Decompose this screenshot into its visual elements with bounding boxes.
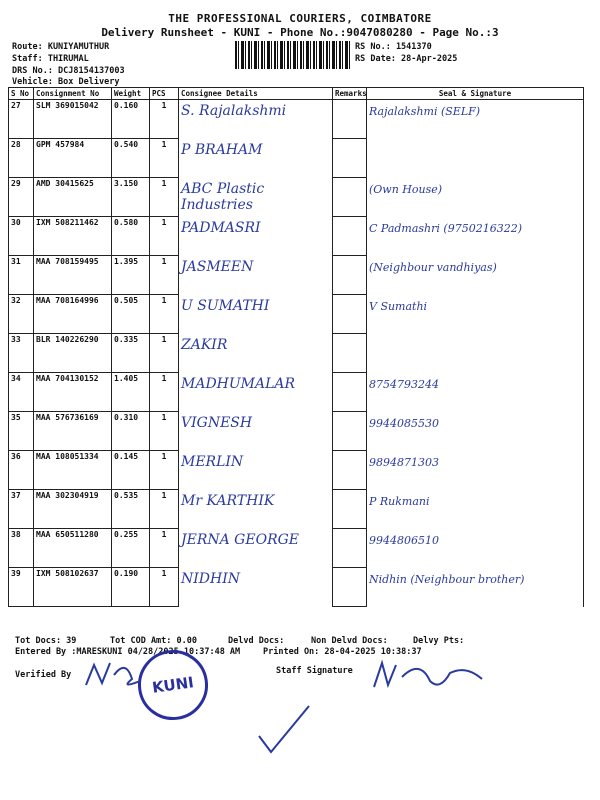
- signature-handwriting: Rajalakshmi (SELF): [369, 105, 481, 118]
- consignee-handwriting: PADMASRI: [181, 219, 261, 236]
- signature-handwriting: C Padmashri (9750216322): [369, 221, 522, 235]
- cell-remarks: [333, 100, 367, 139]
- staff-signature-label: Staff Signature: [276, 666, 353, 676]
- cell-signature: [367, 295, 584, 334]
- cell-consignment-no: [34, 139, 112, 178]
- cell-weight: [112, 295, 150, 334]
- cell-signature: [367, 529, 584, 568]
- cell-pcs: [150, 295, 179, 334]
- cell-pcs: [150, 373, 179, 412]
- cell-signature: [367, 412, 584, 451]
- cell-consignee: [179, 373, 333, 412]
- cell-remarks: [333, 373, 367, 412]
- cell-consignment-no: [34, 529, 112, 568]
- cell-remarks: [333, 178, 367, 217]
- verified-signature-mark: [80, 655, 150, 700]
- cell-consignment-no-text: IXM 508102637: [36, 569, 99, 578]
- cell-pcs-text: 1: [161, 257, 167, 266]
- cell-consignee: [179, 490, 333, 529]
- cell-sno-text: 37: [11, 491, 21, 500]
- consignee-handwriting: MADHUMALAR: [181, 375, 296, 392]
- cell-pcs: [150, 568, 179, 607]
- cell-pcs-text: 1: [161, 413, 167, 422]
- cell-pcs-text: 1: [161, 101, 167, 110]
- cell-pcs: [150, 451, 179, 490]
- cell-remarks: [333, 490, 367, 529]
- table-row: [9, 295, 584, 334]
- signature-handwriting: 8754793244: [369, 377, 439, 391]
- cell-sno-text: 39: [11, 569, 21, 578]
- cell-pcs-text: 1: [161, 140, 167, 149]
- consignee-handwriting: JERNA GEORGE: [181, 531, 300, 548]
- cell-consignee: [179, 100, 333, 139]
- cell-consignment-no: [34, 295, 112, 334]
- cell-sno: [9, 178, 34, 217]
- consignee-handwriting: Mr KARTHIK: [181, 492, 275, 509]
- table-row: [9, 373, 584, 412]
- cell-sno-text: 34: [11, 374, 21, 383]
- cell-consignee: [179, 178, 333, 217]
- cell-sno-text: 38: [11, 530, 21, 539]
- cell-signature: [367, 334, 584, 373]
- cell-pcs-text: 1: [161, 218, 167, 227]
- cell-sno-text: 32: [11, 296, 21, 305]
- cell-weight-text: 0.255: [114, 530, 139, 539]
- cell-sno: [9, 451, 34, 490]
- cell-pcs: [150, 256, 179, 295]
- cell-weight-text: 3.150: [114, 179, 139, 188]
- cell-pcs: [150, 412, 179, 451]
- cell-consignment-no: [34, 100, 112, 139]
- cell-weight-text: 0.160: [114, 101, 139, 110]
- rs-number: RS No.: 1541370: [355, 42, 432, 52]
- cell-weight: [112, 100, 150, 139]
- cell-consignment-no-text: MAA 650511280: [36, 530, 99, 539]
- signature-handwriting: 9894871303: [369, 455, 439, 469]
- cell-sno: [9, 256, 34, 295]
- cell-signature: [367, 490, 584, 529]
- cell-signature: [367, 568, 584, 607]
- cell-remarks: [333, 529, 367, 568]
- cell-sno: [9, 373, 34, 412]
- cell-weight-text: 0.190: [114, 569, 139, 578]
- cell-weight-text: 0.145: [114, 452, 139, 461]
- cell-weight-text: 0.535: [114, 491, 139, 500]
- cell-weight: [112, 529, 150, 568]
- table-row: [9, 139, 584, 178]
- cell-pcs: [150, 100, 179, 139]
- cell-remarks: [333, 217, 367, 256]
- cell-sno: [9, 568, 34, 607]
- cell-remarks: [333, 334, 367, 373]
- consignee-handwriting: ZAKIR: [181, 336, 228, 353]
- cell-sno: [9, 334, 34, 373]
- cell-consignment-no-text: BLR 140226290: [36, 335, 99, 344]
- staff-label: Staff: THIRUMAL: [12, 54, 89, 64]
- entered-by: Entered By :MARESKUNI 04/28/2025 10:37:48 AM: [15, 647, 241, 657]
- table-header-row: [9, 88, 584, 100]
- cell-weight-text: 0.335: [114, 335, 139, 344]
- kuni-stamp: KUNI: [133, 645, 212, 724]
- cell-consignee: [179, 451, 333, 490]
- cell-sno: [9, 529, 34, 568]
- cell-consignment-no-text: MAA 708159495: [36, 257, 99, 266]
- col-remarks: Remarks: [333, 88, 367, 100]
- cell-sno: [9, 412, 34, 451]
- table-row: [9, 100, 584, 139]
- cell-weight-text: 0.540: [114, 140, 139, 149]
- cell-sno: [9, 100, 34, 139]
- cell-weight: [112, 451, 150, 490]
- col-weight: Weight: [112, 88, 150, 100]
- runsheet-subtitle: Delivery Runsheet - KUNI - Phone No.:9047080280 - Page No.:3: [101, 26, 499, 39]
- cell-sno: [9, 139, 34, 178]
- cell-consignment-no: [34, 412, 112, 451]
- cell-weight: [112, 373, 150, 412]
- consignee-handwriting: VIGNESH: [181, 414, 253, 431]
- table-row: [9, 529, 584, 568]
- check-mark: [255, 700, 315, 760]
- cell-consignment-no: [34, 256, 112, 295]
- col-seal-signature: Seal & Signature: [367, 88, 584, 100]
- non-delivered-docs: Non Delvd Docs:: [311, 636, 388, 646]
- cell-consignment-no-text: IXM 508211462: [36, 218, 99, 227]
- delivery-points: Delvy Pts:: [413, 636, 465, 646]
- table-row: [9, 334, 584, 373]
- signature-handwriting: 9944085530: [369, 416, 439, 430]
- consignee-handwriting: NIDHIN: [181, 570, 240, 587]
- cell-sno: [9, 217, 34, 256]
- consignee-handwriting: U SUMATHI: [181, 297, 270, 314]
- cell-pcs: [150, 334, 179, 373]
- cell-consignment-no: [34, 217, 112, 256]
- consignee-handwriting: ABC Plastic Industries: [181, 180, 265, 213]
- signature-handwriting: V Sumathi: [369, 299, 428, 313]
- barcode-image: [235, 41, 351, 69]
- cell-sno-text: 28: [11, 140, 21, 149]
- cell-consignee: [179, 295, 333, 334]
- runsheet-table: [8, 87, 584, 607]
- cell-pcs-text: 1: [161, 569, 167, 578]
- cell-weight-text: 0.505: [114, 296, 139, 305]
- cell-consignment-no-text: MAA 302304919: [36, 491, 99, 500]
- cell-consignee: [179, 334, 333, 373]
- cell-sno: [9, 490, 34, 529]
- cell-signature: [367, 217, 584, 256]
- cell-consignment-no-text: MAA 708164996: [36, 296, 99, 305]
- cell-pcs-text: 1: [161, 296, 167, 305]
- cell-pcs: [150, 529, 179, 568]
- cell-weight: [112, 256, 150, 295]
- cell-consignment-no: [34, 568, 112, 607]
- table-row: [9, 256, 584, 295]
- cell-remarks: [333, 295, 367, 334]
- cell-pcs-text: 1: [161, 179, 167, 188]
- cell-weight: [112, 412, 150, 451]
- cell-signature: [367, 100, 584, 139]
- cell-consignee: [179, 139, 333, 178]
- rs-date: RS Date: 28-Apr-2025: [355, 54, 458, 64]
- cell-pcs-text: 1: [161, 491, 167, 500]
- table-row: [9, 490, 584, 529]
- cell-signature: [367, 256, 584, 295]
- printed-on: Printed On: 28-04-2025 10:38:37: [263, 647, 422, 657]
- cell-weight: [112, 490, 150, 529]
- cell-consignment-no: [34, 373, 112, 412]
- staff-signature-mark: [370, 655, 500, 700]
- total-docs: Tot Docs: 39: [15, 636, 77, 646]
- cell-weight: [112, 139, 150, 178]
- table-row: [9, 568, 584, 607]
- consignee-handwriting: JASMEEN: [181, 258, 254, 275]
- cell-weight-text: 1.405: [114, 374, 139, 383]
- cell-weight-text: 1.395: [114, 257, 139, 266]
- cell-consignee: [179, 256, 333, 295]
- table-row: [9, 178, 584, 217]
- cell-pcs: [150, 490, 179, 529]
- cell-weight: [112, 334, 150, 373]
- cell-consignment-no: [34, 490, 112, 529]
- cell-pcs: [150, 178, 179, 217]
- page-title: THE PROFESSIONAL COURIERS, COIMBATORE: [168, 12, 432, 25]
- cell-sno: [9, 295, 34, 334]
- table-row: [9, 451, 584, 490]
- cell-remarks: [333, 568, 367, 607]
- col-sno: S No: [9, 88, 34, 100]
- verified-by-label: Verified By: [15, 670, 72, 680]
- cell-remarks: [333, 139, 367, 178]
- cell-consignee: [179, 529, 333, 568]
- cell-signature: [367, 139, 584, 178]
- col-pcs: PCS: [150, 88, 179, 100]
- vehicle-label: Vehicle: Box Delivery: [12, 77, 120, 87]
- cell-weight: [112, 178, 150, 217]
- consignee-handwriting: MERLIN: [181, 453, 244, 470]
- signature-handwriting: (Own House): [369, 182, 443, 196]
- cell-consignee: [179, 217, 333, 256]
- cell-remarks: [333, 412, 367, 451]
- cell-consignment-no: [34, 451, 112, 490]
- cell-sno-text: 36: [11, 452, 21, 461]
- table-row: [9, 412, 584, 451]
- cell-pcs-text: 1: [161, 452, 167, 461]
- cell-weight: [112, 568, 150, 607]
- cell-pcs-text: 1: [161, 530, 167, 539]
- cell-consignment-no-text: MAA 108051334: [36, 452, 99, 461]
- cell-weight-text: 0.580: [114, 218, 139, 227]
- cell-sno-text: 35: [11, 413, 21, 422]
- consignee-handwriting: S. Rajalakshmi: [181, 103, 287, 119]
- cell-consignment-no-text: GPM 457984: [36, 140, 85, 149]
- cell-sno-text: 29: [11, 179, 21, 188]
- cell-sno-text: 33: [11, 335, 21, 344]
- table-row: [9, 217, 584, 256]
- signature-handwriting: Nidhin (Neighbour brother): [369, 572, 525, 586]
- cell-sno-text: 30: [11, 218, 21, 227]
- cell-consignment-no: [34, 334, 112, 373]
- cell-consignee: [179, 412, 333, 451]
- cell-remarks: [333, 256, 367, 295]
- route-label: Route: KUNIYAMUTHUR: [12, 42, 110, 52]
- delivered-docs: Delvd Docs:: [228, 636, 285, 646]
- cell-remarks: [333, 451, 367, 490]
- signature-handwriting: 9944806510: [369, 533, 439, 547]
- cell-signature: [367, 373, 584, 412]
- cell-sno-text: 27: [11, 101, 21, 110]
- cell-weight-text: 0.310: [114, 413, 139, 422]
- cell-signature: [367, 451, 584, 490]
- cell-signature: [367, 178, 584, 217]
- cell-consignee: [179, 568, 333, 607]
- cell-pcs-text: 1: [161, 374, 167, 383]
- drs-number: DRS No.: DCJ8154137003: [12, 66, 125, 76]
- cell-consignment-no-text: AMD 30415625: [36, 179, 94, 188]
- signature-handwriting: (Neighbour vandhiyas): [369, 260, 497, 274]
- cell-pcs: [150, 217, 179, 256]
- cell-consignment-no-text: SLM 369015042: [36, 101, 99, 110]
- total-cod-amount: Tot COD Amt: 0.00: [110, 636, 197, 646]
- cell-sno-text: 31: [11, 257, 21, 266]
- cell-consignment-no: [34, 178, 112, 217]
- col-consignment-no: Consignment No: [34, 88, 112, 100]
- signature-handwriting: P Rukmani: [369, 494, 430, 508]
- cell-weight: [112, 217, 150, 256]
- cell-consignment-no-text: MAA 576736169: [36, 413, 99, 422]
- cell-pcs: [150, 139, 179, 178]
- col-consignee-details: Consignee Details: [179, 88, 333, 100]
- cell-pcs-text: 1: [161, 335, 167, 344]
- consignee-handwriting: P BRAHAM: [181, 141, 263, 158]
- cell-consignment-no-text: MAA 704130152: [36, 374, 99, 383]
